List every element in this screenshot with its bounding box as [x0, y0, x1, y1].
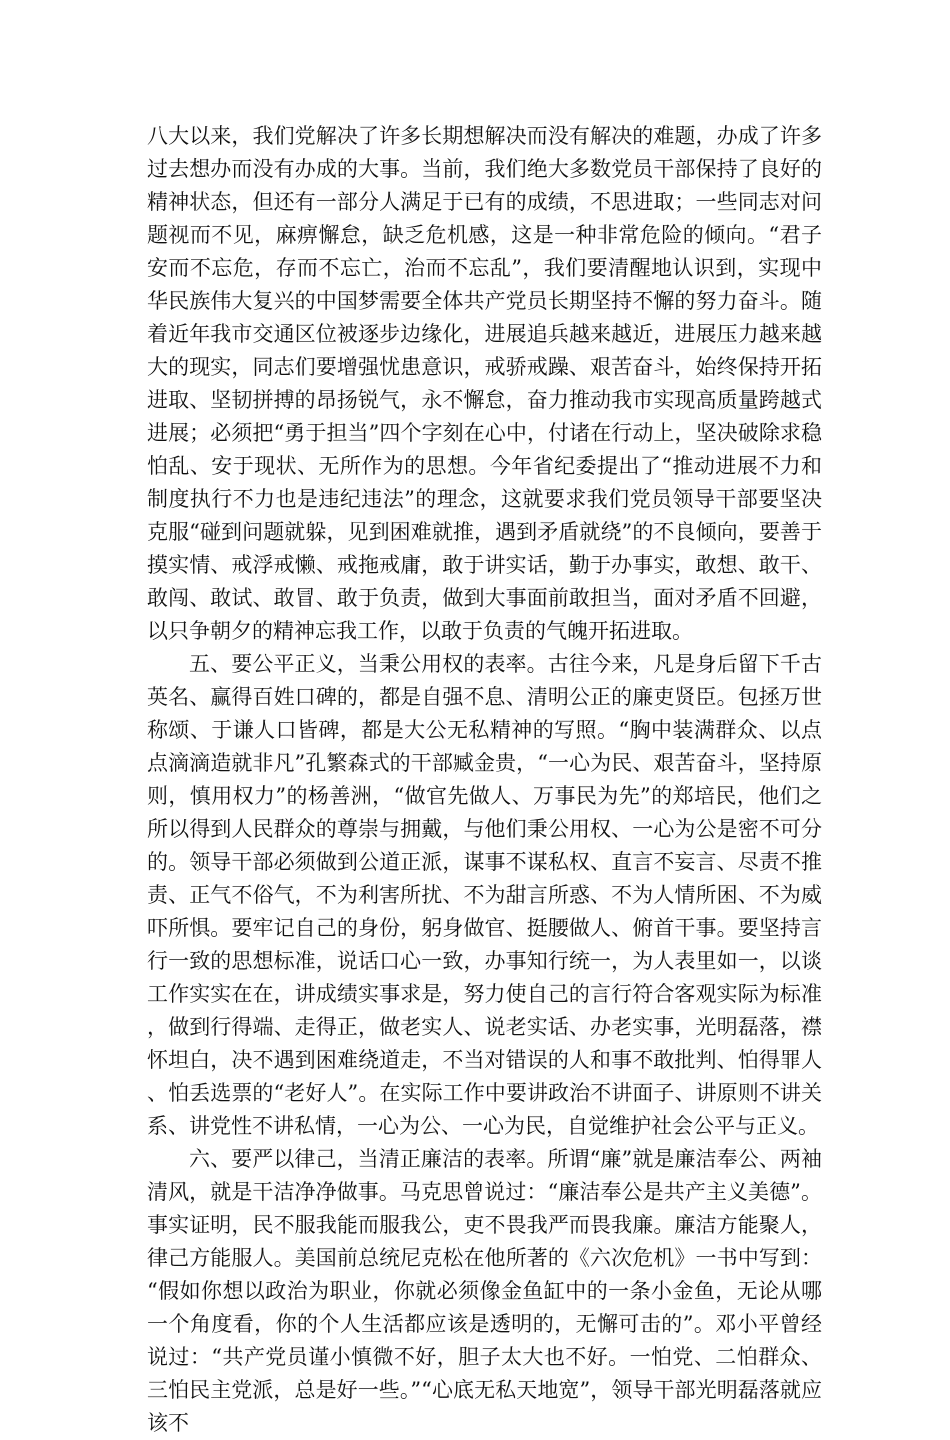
document-body: [147, 120, 822, 1440]
paragraph-section-five: 五、要公平正义，当秉公用权的表率。古往今来，凡是身后留下千古英名、赢得百姓口碑的，都是自强不息、清明公正的廉吏贤臣。包拯万世称颂、于谦人口皆碑，都是大公无私精神的写照。“胸中装满群众、以点点滴滴造就非凡”孔繁森式的干部臧金贵，“一心为民、艰苦奋斗，坚持原则，慎用权力”的杨善洲，“做官先做人、万事民为先”的郑培民，他们之所以得到人民群众的尊崇与拥戴，与他们秉公用权、一心为公是密不可分的。领导干部必须做到公道正派，谋事不谋私权、直言不妄言、尽责不推责、正气不俗气，不为利害所扰、不为甜言所惑、不为人情所困、不为威吓所惧。要牢记自己的身份，躬身做官、挺腰做人、俯首干事。要坚持言行一致的思想标准，说话口心一致，办事知行统一，为人表里如一，以谈工作实实在在，讲成绩实事求是，努力使自己的言行符合客观实际为标准，做到行得端、走得正，做老实人、说老实话、办老实事，光明磊落，襟怀坦白，决不遇到困难绕道走，不当对错误的人和事不敢批判、怕得罪人、怕丢选票的“老好人”。在实际工作中要讲政治不讲面子、讲原则不讲关系、讲党性不讲私情，一心为公、一心为民，自觉维护社会公平与正义。: [147, 652, 822, 1138]
paragraph-continuation: 八大以来，我们党解决了许多长期想解决而没有解决的难题，办成了许多过去想办而没有办成的大事。当前，我们绝大多数党员干部保持了良好的精神状态，但还有一部分人满足于已有的成绩，不思进取；一些同志对问题视而不见，麻痹懈怠，缺乏危机感，这是一种非常危险的倾向。“君子安而不忘危，存而不忘亡，治而不忘乱”，我们要清醒地认识到，实现中华民族伟大复兴的中国梦需要全体共产党员长期坚持不懈的努力奋斗。随着近年我市交通区位被逐步边缘化，进展追兵越来越近，进展压力越来越大的现实，同志们要增强忧患意识，戒骄戒躁、艰苦奋斗，始终保持开拓进取、坚韧拼搏的昂扬锐气，永不懈怠，奋力推动我市实现高质量跨越式进展；必须把“勇于担当”四个字刻在心中，付诸在行动上，坚决破除求稳怕乱、安于现状、无所作为的思想。今年省纪委提出了“推动进展不力和制度执行不力也是违纪违法”的理念，这就要求我们党员领导干部要坚决克服“碰到问题就躲，见到困难就推，遇到矛盾就绕”的不良倾向，要善于摸实情、戒浮戒懒、戒拖戒庸，敢于讲实话，勤于办事实，敢想、敢干、敢闯、敢试、敢冒、敢于负责，做到大事面前敢担当，面对矛盾不回避，以只争朝夕的精神忘我工作，以敢于负责的气魄开拓进取。: [147, 124, 822, 643]
paragraph-section-six: 六、要严以律己，当清正廉洁的表率。所谓“廉”就是廉洁奉公、两袖清风，就是干洁净净做事。马克思曾说过：“廉洁奉公是共产主义美德”。事实证明，民不服我能而服我公，吏不畏我严而畏我廉。廉洁方能聚人，律己方能服人。美国前总统尼克松在他所著的《六次危机》一书中写到：“假如你想以政治为职业，你就必须像金鱼缸中的一条小金鱼，无论从哪一个角度看，你的个人生活都应该是透明的，无懈可击的”。邓小平曾经说过：“共产党员谨小慎微不好，胆子太大也不好。一怕党、二怕群众、三怕民主党派，总是好一些。”“心底无私天地宽”，领导干部光明磊落就应该不: [147, 1147, 822, 1435]
